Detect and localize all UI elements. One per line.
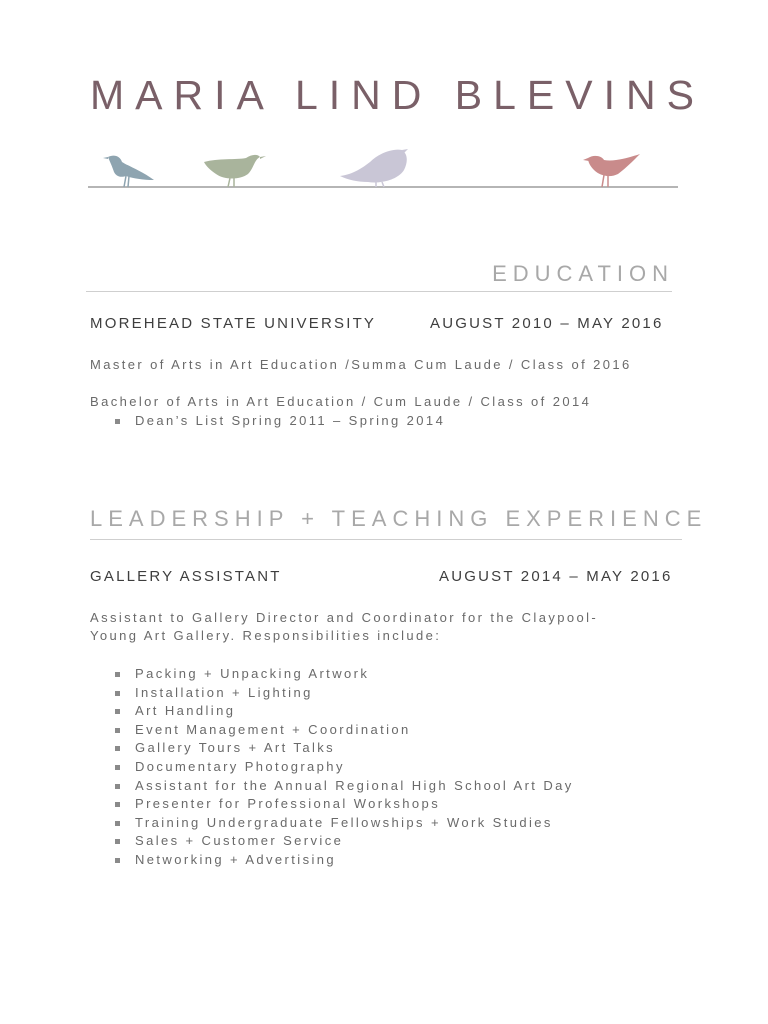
experience-divider	[90, 539, 682, 540]
red-bird-icon	[583, 154, 640, 187]
list-item: Presenter for Professional Workshops	[115, 795, 574, 814]
green-bird-icon	[204, 155, 266, 187]
experience-role: GALLERY ASSISTANT	[90, 568, 282, 585]
list-item: Assistant for the Annual Regional High School Art Day	[115, 777, 574, 796]
list-item: Training Undergraduate Fellowships + Work Studies	[115, 814, 574, 833]
list-item: Art Handling	[115, 702, 574, 721]
education-honors-list	[115, 412, 445, 431]
experience-description-line-2: Young Art Gallery. Responsibilities include:	[90, 628, 442, 643]
experience-dates: AUGUST 2014 – MAY 2016	[439, 568, 673, 585]
education-degree-bachelors: Bachelor of Arts in Art Education / Cum Laude / Class of 2014	[90, 394, 592, 409]
education-heading: EDUCATION	[492, 261, 674, 286]
birds-on-wire-illustration	[88, 140, 680, 200]
lavender-bird-icon	[340, 149, 408, 187]
list-item: Installation + Lighting	[115, 684, 574, 703]
list-item: Gallery Tours + Art Talks	[115, 739, 574, 758]
blue-bird-icon	[103, 156, 154, 187]
list-item: Documentary Photography	[115, 758, 574, 777]
responsibilities-list	[115, 665, 574, 870]
list-item: Sales + Customer Service	[115, 832, 574, 851]
resume-name: MARIA LIND BLEVINS	[90, 72, 705, 118]
list-item: Event Management + Coordination	[115, 721, 574, 740]
list-item: Packing + Unpacking Artwork	[115, 665, 574, 684]
list-item: Networking + Advertising	[115, 851, 574, 870]
experience-heading: LEADERSHIP + TEACHING EXPERIENCE	[90, 506, 708, 531]
education-divider	[86, 291, 672, 292]
education-degree-masters: Master of Arts in Art Education /Summa Cum Laude / Class of 2016	[90, 357, 632, 372]
list-item: Dean’s List Spring 2011 – Spring 2014	[115, 412, 445, 431]
education-dates: AUGUST 2010 – MAY 2016	[430, 315, 664, 332]
experience-description-line-1: Assistant to Gallery Director and Coordinator for the Claypool-	[90, 610, 599, 625]
education-school: MOREHEAD STATE UNIVERSITY	[90, 315, 377, 332]
